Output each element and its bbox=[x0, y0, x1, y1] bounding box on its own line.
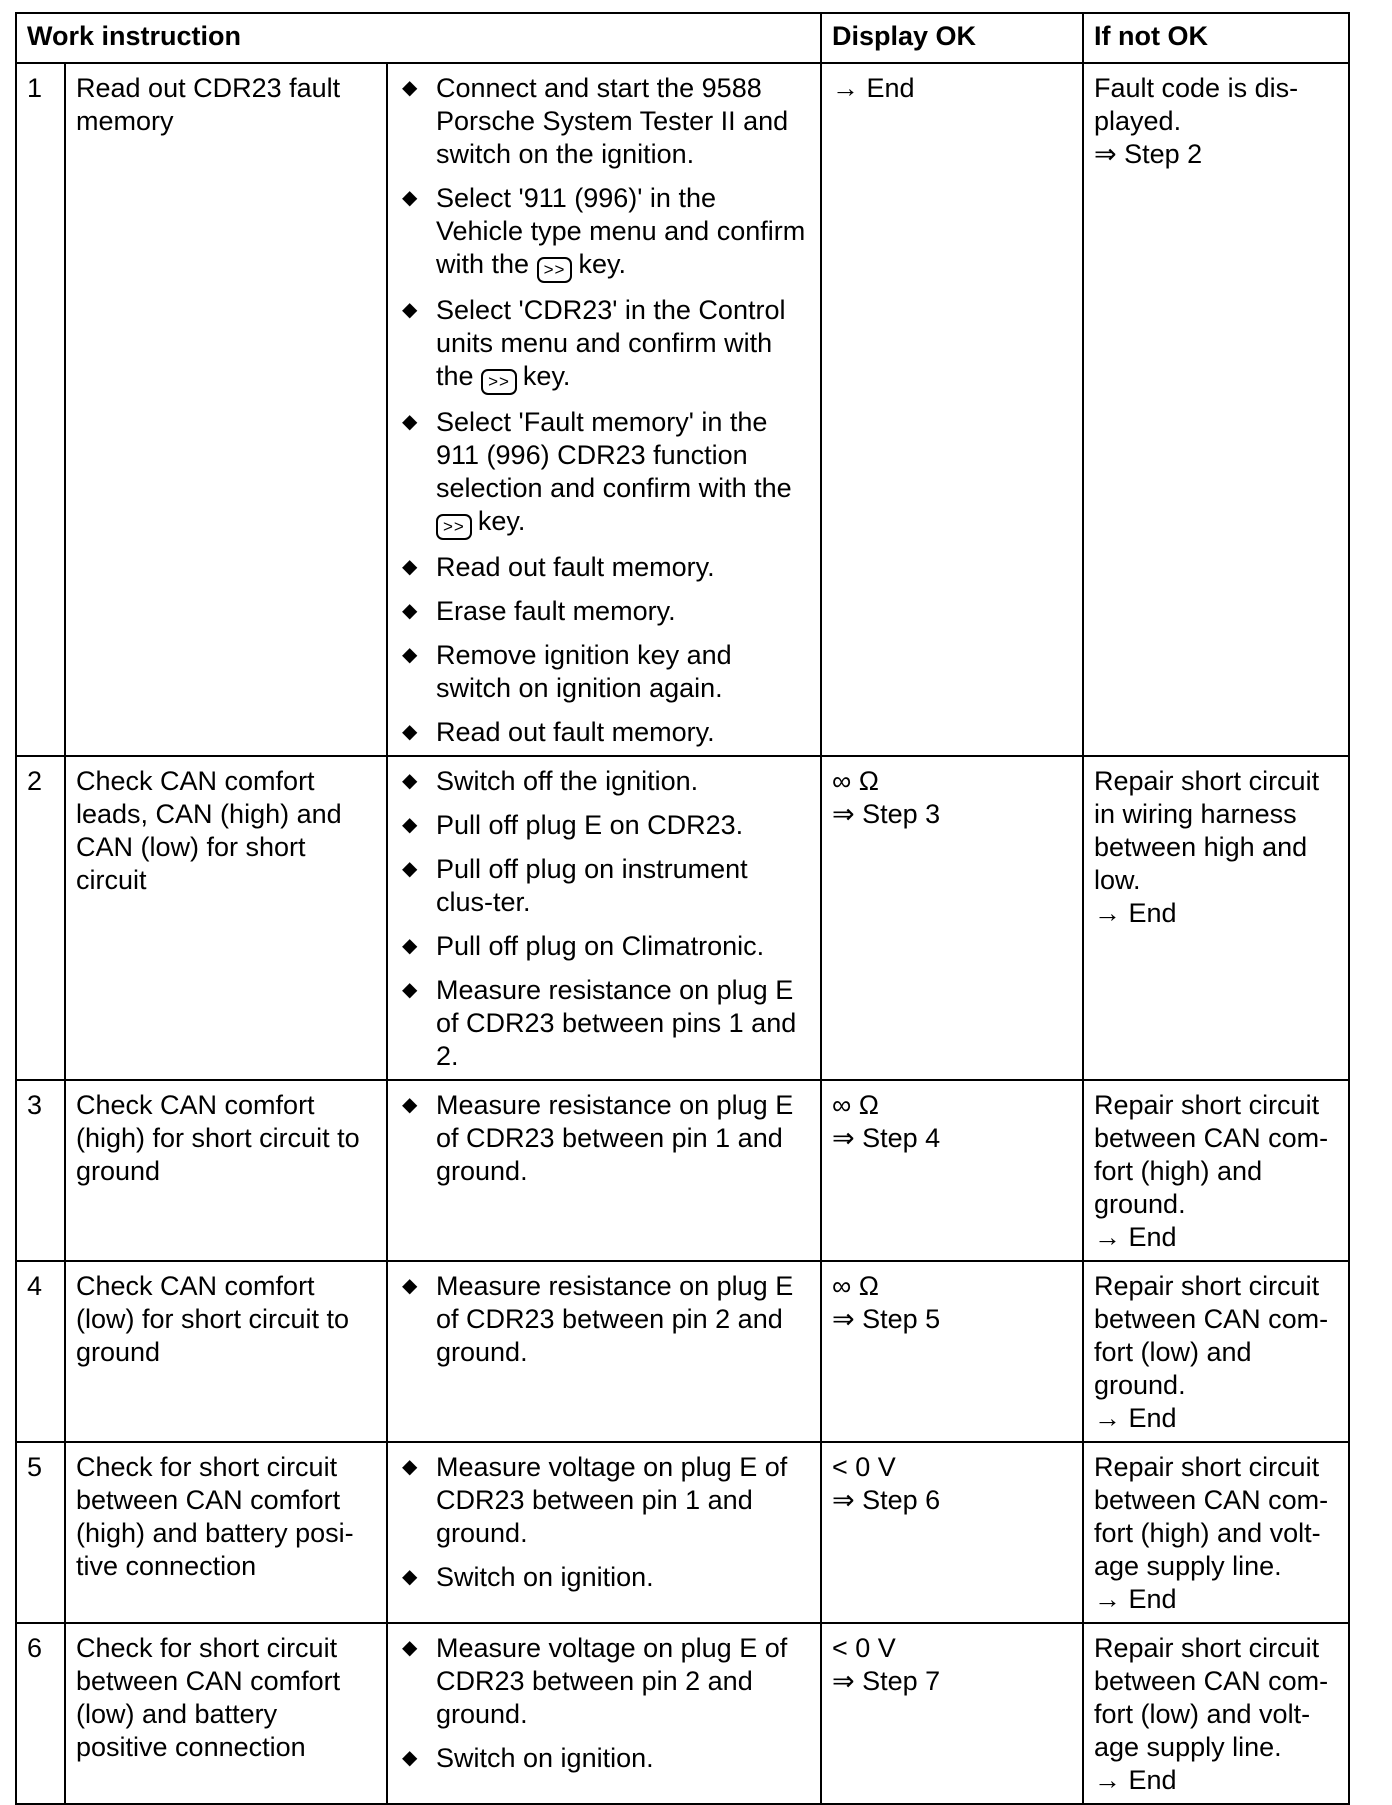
forward-key-icon: >> bbox=[537, 257, 573, 283]
if-not-ok-cell: Repair short circuit between CAN com-fort (low) and ground. → End bbox=[1083, 1261, 1349, 1442]
forward-key-icon: >> bbox=[436, 514, 472, 540]
step-number: 2 bbox=[16, 756, 65, 1080]
list-item: ◆ Read out fault memory. bbox=[402, 552, 715, 582]
list-item: ◆ Select 'CDR23' in the Control units menu and confirm with the >> key. bbox=[398, 294, 810, 395]
diamond-bullet-icon: ◆ bbox=[402, 556, 418, 578]
if-not-ok-cell: Repair short circuit between CAN com-fort (high) and volt-age supply line. → End bbox=[1083, 1442, 1349, 1623]
step-instructions bbox=[387, 1261, 821, 1442]
header-if-not-ok: If not OK bbox=[1083, 13, 1349, 63]
display-ok-cell: ∞ Ω ⇒ Step 5 bbox=[821, 1261, 1083, 1442]
step-instructions bbox=[387, 1623, 821, 1804]
diamond-bullet-icon: ◆ bbox=[402, 77, 418, 99]
list-item: ◆ Switch off the ignition. bbox=[402, 766, 699, 796]
table-row bbox=[16, 63, 1349, 756]
list-item: ◆ Switch on ignition. bbox=[402, 1743, 654, 1773]
diamond-bullet-icon: ◆ bbox=[402, 1566, 418, 1588]
list-item: ◆ Connect and start the 9588 Porsche System Tester II and switch on the ignition. bbox=[402, 73, 789, 169]
step-description: Check for short circuit between CAN comfort (high) and battery posi-tive connection bbox=[65, 1442, 387, 1623]
step-description: Check CAN comfort leads, CAN (high) and CAN (low) for short circuit bbox=[65, 756, 387, 1080]
list-item: ◆ Select '911 (996)' in the Vehicle type menu and confirm with the >> key. bbox=[398, 182, 810, 283]
header-row bbox=[16, 13, 1349, 63]
list-item: ◆ Pull off plug E on CDR23. bbox=[402, 810, 744, 840]
header-work-instruction: Work instruction bbox=[16, 13, 821, 63]
step-number: 3 bbox=[16, 1080, 65, 1261]
if-not-ok-cell: Repair short circuit in wiring harness between high and low. → End bbox=[1083, 756, 1349, 1080]
diamond-bullet-icon: ◆ bbox=[402, 1637, 418, 1659]
diamond-bullet-icon: ◆ bbox=[402, 187, 418, 209]
forward-key-icon: >> bbox=[481, 369, 517, 395]
step-description: Read out CDR23 fault memory bbox=[65, 63, 387, 756]
diamond-bullet-icon: ◆ bbox=[402, 770, 418, 792]
step-instructions bbox=[387, 63, 821, 756]
display-ok-cell: → End bbox=[821, 63, 1083, 756]
table-row bbox=[16, 1442, 1349, 1623]
list-item: ◆ Measure resistance on plug E of CDR23 between pins 1 and 2. bbox=[402, 975, 797, 1071]
step-description: Check for short circuit between CAN comfort (low) and battery positive connection bbox=[65, 1623, 387, 1804]
list-item: ◆ Read out fault memory. bbox=[402, 717, 715, 747]
diamond-bullet-icon: ◆ bbox=[402, 1747, 418, 1769]
step-instructions bbox=[387, 756, 821, 1080]
step-number: 1 bbox=[16, 63, 65, 756]
list-item: ◆ Switch on ignition. bbox=[402, 1562, 654, 1592]
diamond-bullet-icon: ◆ bbox=[402, 1094, 418, 1116]
work-instruction-table bbox=[15, 12, 1350, 1805]
step-number: 4 bbox=[16, 1261, 65, 1442]
list-item: ◆ Remove ignition key and switch on ignition again. bbox=[402, 640, 732, 703]
step-number: 5 bbox=[16, 1442, 65, 1623]
list-item: ◆ Select 'Fault memory' in the 911 (996) CDR23 function selection and confirm with the >> key. bbox=[398, 406, 810, 540]
table-row bbox=[16, 1080, 1349, 1261]
if-not-ok-cell: Repair short circuit between CAN com-fort (low) and volt-age supply line. → End bbox=[1083, 1623, 1349, 1804]
list-item: ◆ Pull off plug on Climatronic. bbox=[402, 931, 765, 961]
diamond-bullet-icon: ◆ bbox=[402, 814, 418, 836]
diamond-bullet-icon: ◆ bbox=[402, 600, 418, 622]
display-ok-cell: < 0 V ⇒ Step 7 bbox=[821, 1623, 1083, 1804]
display-ok-cell: < 0 V ⇒ Step 6 bbox=[821, 1442, 1083, 1623]
diamond-bullet-icon: ◆ bbox=[402, 644, 418, 666]
diamond-bullet-icon: ◆ bbox=[402, 979, 418, 1001]
table-row bbox=[16, 1623, 1349, 1804]
step-description: Check CAN comfort (high) for short circuit to ground bbox=[65, 1080, 387, 1261]
display-ok-cell: ∞ Ω ⇒ Step 4 bbox=[821, 1080, 1083, 1261]
table-row bbox=[16, 1261, 1349, 1442]
diamond-bullet-icon: ◆ bbox=[402, 1275, 418, 1297]
list-item: ◆ Measure resistance on plug E of CDR23 between pin 2 and ground. bbox=[402, 1271, 794, 1367]
header-display-ok: Display OK bbox=[821, 13, 1083, 63]
diamond-bullet-icon: ◆ bbox=[402, 299, 418, 321]
diamond-bullet-icon: ◆ bbox=[402, 858, 418, 880]
diamond-bullet-icon: ◆ bbox=[402, 935, 418, 957]
diamond-bullet-icon: ◆ bbox=[402, 721, 418, 743]
step-number: 6 bbox=[16, 1623, 65, 1804]
if-not-ok-cell: Repair short circuit between CAN com-fort (high) and ground. → End bbox=[1083, 1080, 1349, 1261]
list-item: ◆ Measure voltage on plug E of CDR23 between pin 1 and ground. bbox=[402, 1452, 788, 1548]
step-description: Check CAN comfort (low) for short circuit to ground bbox=[65, 1261, 387, 1442]
diamond-bullet-icon: ◆ bbox=[402, 411, 418, 433]
list-item: ◆ Measure voltage on plug E of CDR23 between pin 2 and ground. bbox=[402, 1633, 788, 1729]
list-item: ◆ Erase fault memory. bbox=[402, 596, 676, 626]
step-instructions bbox=[387, 1080, 821, 1261]
list-item: ◆ Measure resistance on plug E of CDR23 between pin 1 and ground. bbox=[402, 1090, 794, 1186]
table-row bbox=[16, 756, 1349, 1080]
list-item: ◆ Pull off plug on instrument clus-ter. bbox=[402, 854, 748, 917]
diamond-bullet-icon: ◆ bbox=[402, 1456, 418, 1478]
display-ok-cell: ∞ Ω ⇒ Step 3 bbox=[821, 756, 1083, 1080]
step-instructions bbox=[387, 1442, 821, 1623]
if-not-ok-cell: Fault code is dis-played. ⇒ Step 2 bbox=[1083, 63, 1349, 756]
